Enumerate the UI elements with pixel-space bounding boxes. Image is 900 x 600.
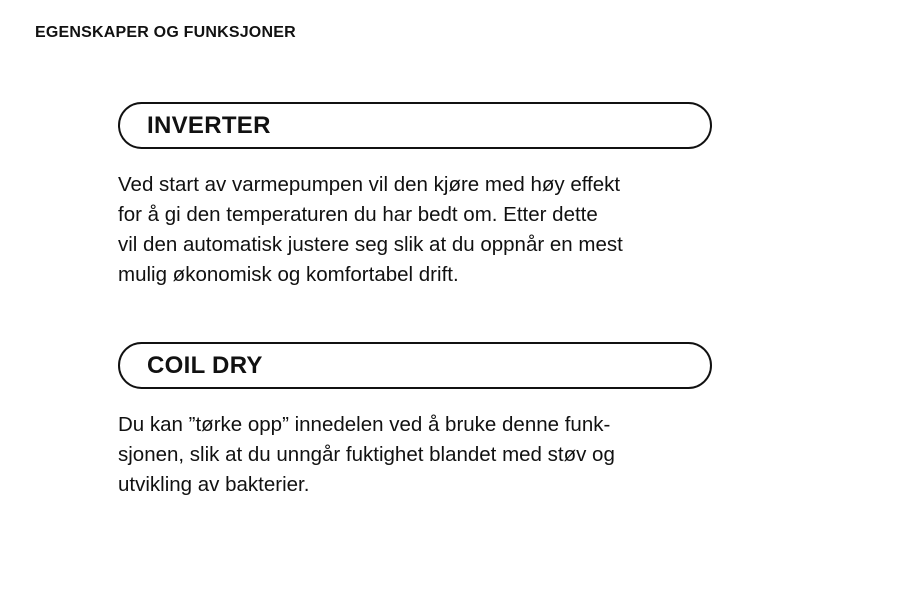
page-header: EGENSKAPER OG FUNKSJONER [35,24,296,41]
body-line: for å gi den temperaturen du har bedt om. Etter dette [118,203,598,226]
section-coil-dry [118,342,712,500]
body-line: Ved start av varmepumpen vil den kjøre med høy effekt [118,173,621,196]
body-line: mulig økonomisk og komfortabel drift. [118,263,459,286]
body-line: Du kan ”tørke opp” innedelen ved å bruke denne funk- [118,413,611,436]
section-inverter [118,102,712,290]
body-line: utvikling av bakterier. [118,473,310,496]
section-body [118,410,718,500]
section-title-box [118,102,712,149]
body-line: sjonen, slik at du unngår fuktighet blandet med støv og [118,443,615,466]
section-title: INVERTER [147,111,271,139]
body-line: vil den automatisk justere seg slik at du oppnår en mest [118,233,623,256]
section-body [118,170,718,290]
section-title: COIL DRY [147,351,263,379]
section-title-box [118,342,712,389]
